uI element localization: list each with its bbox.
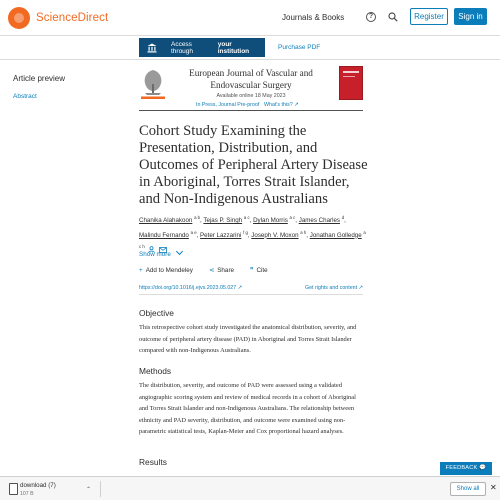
author-affiliation[interactable]: a h	[300, 229, 307, 235]
top-navigation-bar	[0, 0, 500, 36]
doi-divider	[139, 294, 363, 295]
chevron-up-icon[interactable]: ⌃	[86, 487, 92, 493]
add-to-mendeley-label: Add to Mendeley	[145, 267, 193, 274]
show-all-downloads-button[interactable]: Show all	[450, 482, 486, 496]
author-link[interactable]: Tejas P. Singh	[203, 217, 243, 225]
author-link[interactable]: Joseph V. Moxon	[251, 231, 299, 239]
author-link[interactable]: James Charles	[298, 217, 340, 225]
sciencedirect-logo[interactable]	[8, 7, 108, 29]
feedback-button[interactable]	[440, 462, 492, 475]
quote-icon: ❞	[250, 267, 254, 274]
access-institution-button[interactable]	[139, 38, 265, 57]
author-link[interactable]: Chanika Alahakoon	[139, 217, 193, 225]
feedback-label: FEEDBACK	[445, 465, 478, 471]
article-title: Cohort Study Examining the Presentation, Distribution, and Outcomes of Peripheral Artery Disease in Aboriginal, Torres Strait Islander, and Non-Indigenous Australians	[139, 123, 368, 207]
share-label: Share	[217, 267, 235, 274]
show-more-button[interactable]	[139, 251, 182, 258]
access-institution-text: your institution	[217, 40, 250, 55]
add-to-mendeley-button[interactable]	[139, 267, 201, 274]
section-heading-results: Results	[139, 457, 167, 467]
plus-icon: +	[139, 267, 143, 274]
download-separator	[100, 481, 101, 497]
author-affiliation[interactable]: f g	[243, 229, 248, 235]
elsevier-logo-icon[interactable]	[139, 66, 167, 100]
author-link[interactable]: Jonathan Golledge	[309, 231, 362, 239]
whats-this-link[interactable]: What's this? ↗	[264, 102, 299, 108]
sidebar-item-abstract[interactable]: Abstract	[13, 93, 37, 100]
access-bar	[0, 36, 500, 60]
access-prefix: Access through	[170, 40, 194, 55]
author-link[interactable]: Dylan Morris	[253, 217, 288, 225]
article-actions	[139, 267, 284, 274]
purchase-pdf-link[interactable]: Purchase PDF	[278, 44, 321, 51]
author-affiliation[interactable]: a c h	[139, 229, 366, 250]
author-affiliation[interactable]: d	[341, 215, 345, 220]
rights-content-link[interactable]: Get rights and content ↗	[304, 285, 363, 291]
author-link[interactable]: Malindu Fernando	[139, 231, 189, 239]
section-heading-methods: Methods	[139, 366, 172, 376]
download-file-size: 107 B	[20, 491, 34, 497]
doi-link[interactable]: https://doi.org/10.1016/j.ejvs.2023.05.027 ↗	[139, 285, 243, 291]
sign-in-button[interactable]: Sign in	[454, 8, 487, 25]
cite-button[interactable]	[250, 267, 276, 274]
section-heading-objective: Objective	[139, 308, 174, 318]
search-icon[interactable]	[388, 12, 398, 22]
close-icon[interactable]: ✕	[490, 483, 497, 492]
author-affiliation[interactable]: a b	[194, 215, 201, 220]
author-link[interactable]: Peter Lazzarini	[200, 231, 242, 239]
journals-books-link[interactable]: Journals & Books	[282, 13, 345, 22]
section-body-methods: The distribution, severity, and outcome of PAD were assessed using a validated angiographic scoring system and review of medical records in a cohort of Aboriginal and Torres Strait Islander and non-Indigenous Australians. The relationship between ethnicity and PAD severity, distribution, and outcome were examined using non-parametric statistical tests, Kaplan-Meier and Cox proportional hazard analyses.	[139, 382, 356, 435]
file-icon	[9, 483, 18, 495]
download-file-name[interactable]: download (7)	[20, 482, 56, 489]
journal-cover-image[interactable]	[339, 66, 363, 100]
register-button[interactable]: Register	[410, 8, 448, 25]
journal-status: In Press, Journal Pre-proof	[196, 102, 260, 108]
author-affiliation[interactable]: a c	[289, 215, 296, 220]
author-affiliation[interactable]: a c	[243, 215, 250, 220]
section-body-objective: This retrospective cohort study investigated the anatomical distribution, severity, and outcome of peripheral artery disease (PAD) in Aboriginal and Torres Strait Islander compared with non-Indigenous Australians.	[139, 324, 357, 354]
sciencedirect-logo-icon	[8, 7, 30, 29]
help-icon[interactable]: ?	[366, 12, 376, 22]
share-icon: ⋖	[208, 267, 215, 274]
journal-name[interactable]: European Journal of Vascular and Endovascular Surgery	[189, 68, 313, 90]
author-affiliation[interactable]: a e	[190, 229, 197, 235]
download-bar	[0, 476, 500, 500]
institution-icon	[147, 43, 157, 53]
journal-divider	[139, 110, 363, 111]
available-online-date: Available online 18 May 2023	[216, 93, 286, 99]
share-button[interactable]	[209, 267, 242, 274]
show-more-label: Show more	[139, 251, 171, 258]
sidebar-title: Article preview	[13, 74, 66, 83]
author-list: Chanika Alahakoon $^{a b}$, Tejas P. Singh $^{a c}$, Dylan Morris $^{a c}$, James Charles $^d$, Malindu Fernando $^{a e}$, Peter Lazzarini $^{f g}$, Joseph V. Moxon $^{a h}$, Jonathan Golledge $^{a c h}$	[139, 212, 367, 256]
logo-text: ScienceDirect	[36, 12, 109, 24]
cite-label: Cite	[256, 267, 268, 274]
speech-bubble-icon: 💬	[479, 465, 487, 471]
